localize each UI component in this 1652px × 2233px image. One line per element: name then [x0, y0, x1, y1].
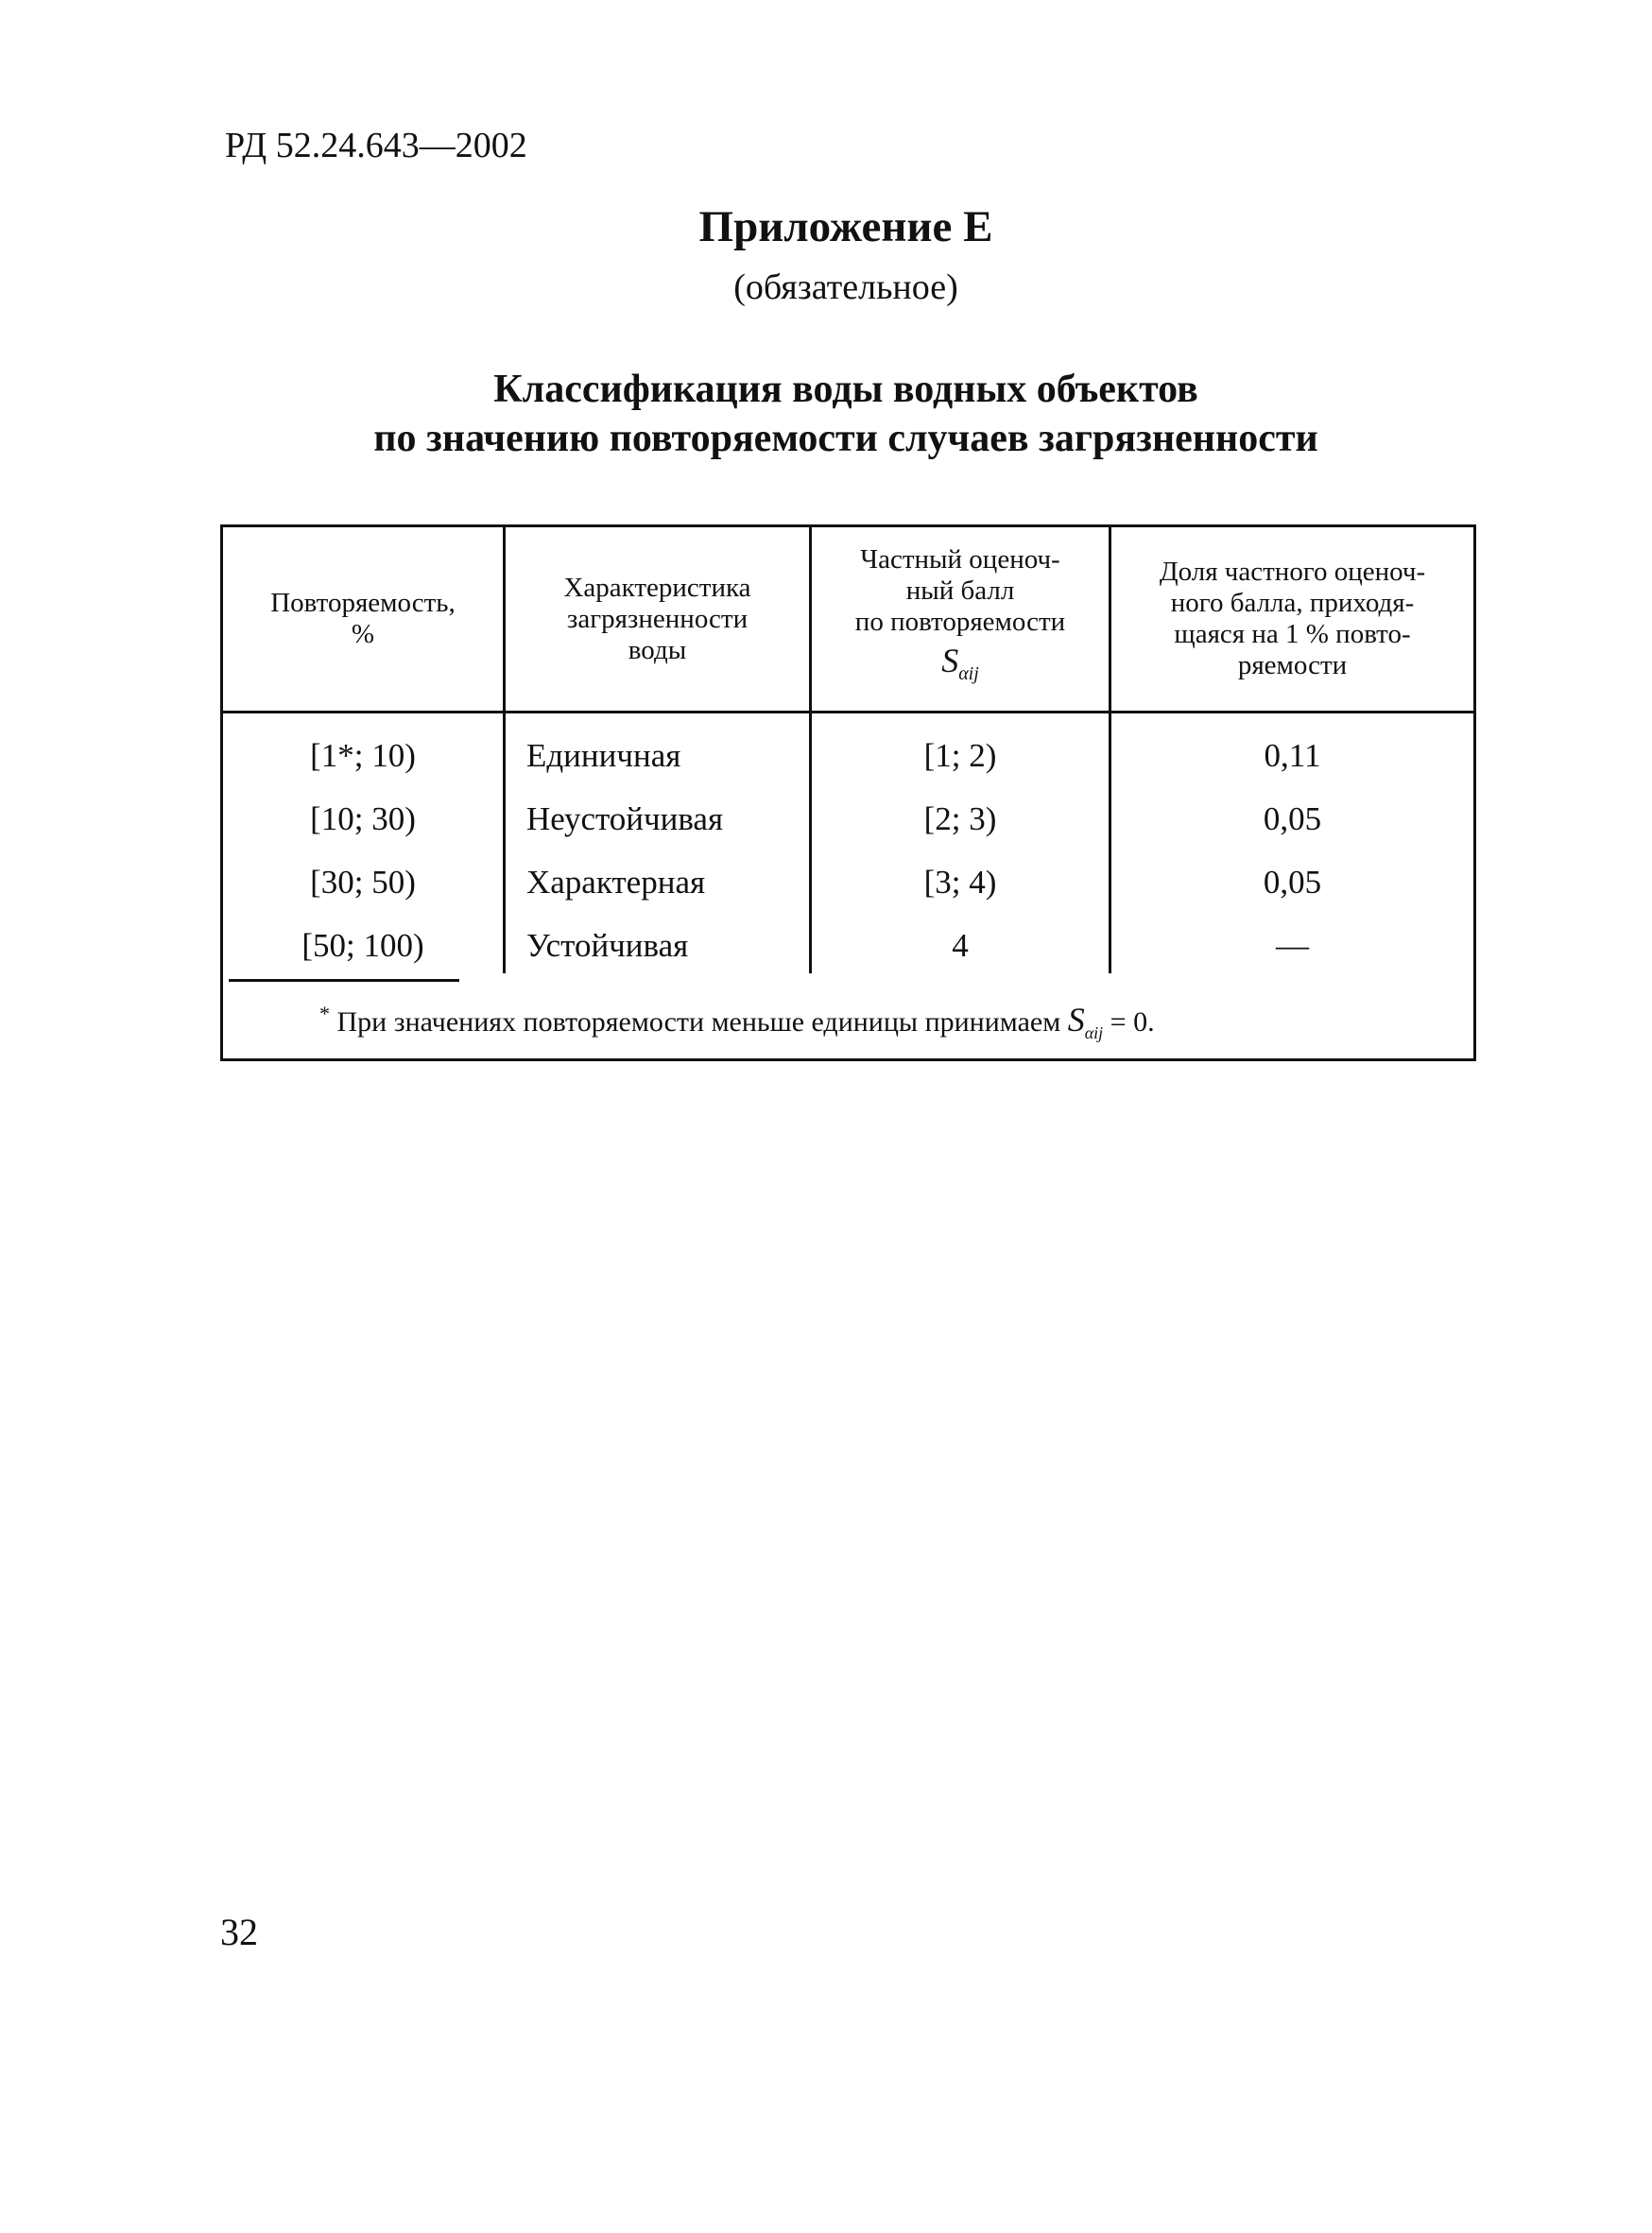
header-repeatability: [223, 527, 503, 711]
footnote-suffix: = 0.: [1110, 1006, 1155, 1038]
table-title: [0, 365, 1652, 463]
table-cell-characteristic: Единичная: [526, 737, 681, 774]
symbol-letter: S: [1067, 1001, 1085, 1039]
footnote-rule: [229, 979, 459, 982]
symbol-subscript: αij: [958, 663, 979, 685]
table-cell-share: 0,05: [1263, 800, 1322, 837]
table-cell-range: [10; 30): [310, 800, 416, 837]
classification-table: [220, 524, 1476, 1061]
footnote-mark: *: [319, 1002, 330, 1025]
score-symbol: [941, 642, 979, 693]
table-footnote: [319, 997, 1155, 1050]
header-text: ного балла, приходя-: [1170, 588, 1415, 618]
header-rule: [223, 711, 1473, 713]
header-text: Характеристика: [563, 572, 751, 603]
header-text: ряемости: [1237, 650, 1348, 680]
header-text: Повторяемость,: [270, 588, 456, 618]
header-partial-score: [812, 527, 1109, 711]
header-text: загрязненности: [566, 603, 749, 634]
symbol-letter: S: [941, 642, 959, 680]
header-text: Частный оценоч-: [860, 544, 1060, 575]
table-cell-range: [30; 50): [310, 864, 416, 901]
header-text: по повторяемости: [854, 607, 1066, 638]
table-cell-score: 4: [952, 927, 969, 964]
appendix-status: (обязательное): [733, 267, 958, 307]
table-cell-share: 0,05: [1263, 864, 1322, 901]
header-characteristic: [506, 527, 809, 711]
footnote-symbol: [1067, 1001, 1104, 1043]
table-cell-share: —: [1276, 927, 1309, 964]
table-cell-range: [50; 100): [301, 927, 424, 964]
table-cell-range: [1*; 10): [310, 737, 416, 774]
table-cell-score: [2; 3): [923, 800, 997, 837]
table-title-line-2: по значению повторяемости случаев загрязненности: [373, 417, 1318, 460]
header-text: воды: [628, 634, 687, 665]
footnote-text: При значениях повторяемости меньше единицы принимаем: [336, 1006, 1061, 1038]
header-text: ный балл: [905, 575, 1015, 607]
table-title-line-1: Классификация воды водных объектов: [493, 368, 1198, 411]
header-text: щаяся на 1 % повто-: [1174, 619, 1411, 649]
table-cell-score: [1; 2): [923, 737, 997, 774]
header-text: %: [351, 619, 375, 649]
header-share: [1111, 527, 1473, 711]
table-cell-share: 0,11: [1264, 737, 1321, 774]
table-cell-score: [3; 4): [923, 864, 997, 901]
appendix-title: Приложение Е: [698, 202, 993, 251]
table-cell-characteristic: Характерная: [526, 864, 706, 901]
document-code: РД 52.24.643—2002: [225, 126, 527, 165]
table-cell-characteristic: Неустойчивая: [526, 800, 724, 837]
header-text: Доля частного оценоч-: [1159, 557, 1426, 587]
symbol-subscript: αij: [1084, 1023, 1104, 1043]
table-cell-characteristic: Устойчивая: [526, 927, 689, 964]
page-number: 32: [220, 1911, 258, 1953]
